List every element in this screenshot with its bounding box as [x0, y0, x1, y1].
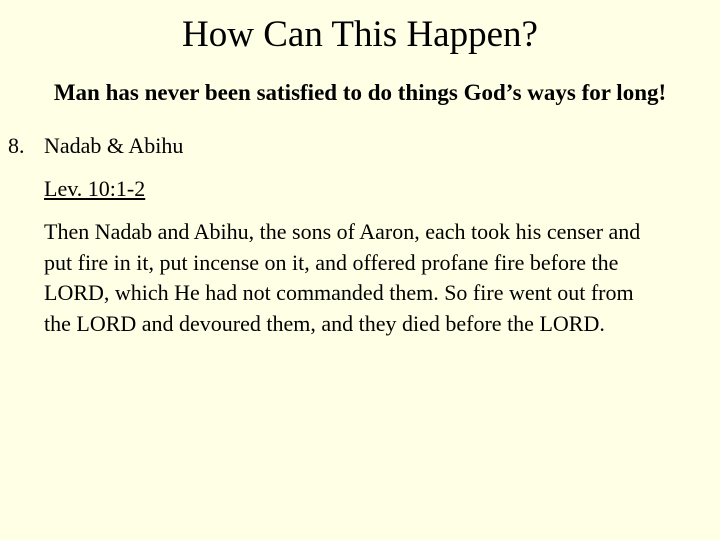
list-item-number: 8.	[8, 133, 25, 158]
scripture-reference: Lev. 10:1-2	[44, 176, 146, 201]
scripture-passage	[44, 217, 640, 339]
slide-subtitle: Man has never been satisfied to do things God’s ways for long!	[53, 80, 667, 105]
passage-line: put fire in it, put incense on it, and offered profane fire before the	[44, 249, 619, 275]
passage-line: Then Nadab and Abihu, the sons of Aaron, each took his censer and	[44, 219, 641, 244]
list-item-text: Nadab & Abihu	[44, 133, 184, 158]
passage-line: LORD, which He had not commanded them. So fire went out from	[44, 280, 634, 305]
passage-line: the LORD and devoured them, and they died before the LORD.	[44, 310, 605, 336]
list-item-point	[8, 131, 183, 161]
slide-title: How Can This Happen?	[182, 14, 538, 55]
